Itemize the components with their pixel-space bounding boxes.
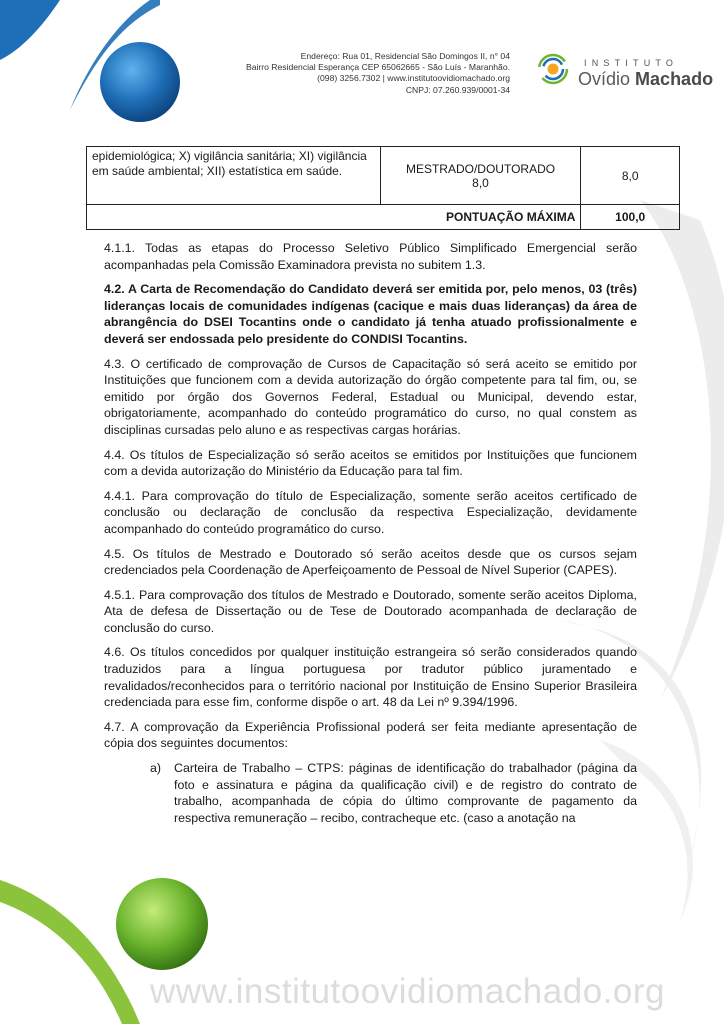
address-line: CNPJ: 07.260.939/0001-34 — [405, 84, 510, 95]
list-item — [150, 760, 637, 826]
instituto-logo-mark — [539, 55, 567, 83]
header-address — [190, 51, 510, 96]
address-line: Endereço: Rua 01, Residencial São Domingos II, n° 04 — [300, 51, 510, 61]
degree-cell — [380, 147, 581, 205]
blue-sphere — [100, 42, 180, 122]
list-item-text: Carteira de Trabalho – CTPS: páginas de identificação do trabalhador (página da foto e assinatura e página da qualificação civil) e de registro do contrato de trabalho, acompanhada de cópia do último comprovante de pagamento da respectiva remuneração – recibo, contracheque etc. (caso a anotação na — [174, 761, 637, 825]
total-label-cell: PONTUAÇÃO MÁXIMA — [87, 205, 581, 230]
paragraph-4-2: 4.2. A Carta de Recomendação do Candidato deverá ser emitida por, pelo menos, 03 (três) lideranças locais de comunidades indígenas (cacique e mais duas lideranças) da área de abrangência do DSEI Tocantins onde o candidato já tenha atuado profissionalmente e deverá ser endossada pelo presidente do CONDISI Tocantins. — [104, 282, 637, 346]
paragraph-4-4-1: 4.4.1. Para comprovação do título de Especialização, somente serão aceitos certificado de conclusão ou declaração de conclusão da respectiva Especialização, devidamente acompanhado do conteúdo programático do curso. — [104, 488, 637, 536]
degree-label: MESTRADO/DOUTORADO — [405, 161, 556, 176]
green-swoosh-shape — [0, 880, 140, 1024]
list-marker: a) — [150, 761, 162, 776]
score-table — [86, 146, 680, 230]
paragraph-4-3: 4.3. O certificado de comprovação de Cursos de Capacitação só será aceito se emitido por Instituições que funcionem com a devida autorização do órgão competente para tal fim, ou, se emitido por órgão dos Governos Federal, Estadual ou Municipal, devendo estar, obrigatoriamente, acompanhado do conteúdo programático do curso, no qual constem as disciplinas cursadas pelo aluno e as respectivas cargas horárias. — [104, 356, 637, 437]
degree-points: 8,0 — [472, 175, 489, 190]
paragraph-4-5-1: 4.5.1. Para comprovação dos títulos de Mestrado e Doutorado, somente serão aceitos Diploma, Ata de defesa de Dissertação ou de Tese de Doutorado acompanhada de declaração de conclusão do curso. — [104, 587, 637, 635]
table-row — [87, 147, 680, 205]
paragraph-4-4: 4.4. Os títulos de Especialização só serão aceitos se emitidos por Instituições que funcionem com a devida autorização do Ministério da Educação para tal fim. — [104, 447, 637, 479]
paragraph-4-6: 4.6. Os títulos concedidos por qualquer instituição estrangeira só serão considerados quando traduzidos para a língua portuguesa por tradutor público juramentado e revalidados/reconhecidos para o território nacional por Instituição de Ensino Superior Brasileira credenciada para esse fim, conforme dispõe o art. 48 da Lei nº 9.394/1996. — [104, 645, 637, 710]
footer-watermark-url: www.institutoovidiomachado.org — [150, 972, 665, 1011]
table-total-row — [87, 205, 680, 230]
score-cell: 8,0 — [581, 147, 680, 205]
green-sphere — [116, 878, 208, 970]
total-value-cell: 100,0 — [581, 205, 680, 230]
criteria-description-cell: epidemiológica; X) vigilância sanitária; XI) vigilância em saúde ambiental; XII) estatística em saúde. — [87, 147, 381, 205]
paragraph-4-7: 4.7. A comprovação da Experiência Profissional poderá ser feita mediante apresentação de cópia dos seguintes documentos: — [104, 719, 637, 751]
logo-name — [578, 69, 713, 90]
paragraph-4-5: 4.5. Os títulos de Mestrado e Doutorado só serão aceitos desde que os cursos sejam credenciados pela Coordenação de Aperfeiçoamento de Pessoal de Nível Superior (CAPES). — [104, 546, 637, 578]
document-body — [104, 240, 637, 826]
logo-instituto-text: INSTITUTO — [584, 58, 679, 68]
address-line: (098) 3256.7302 | www.institutoovidiomachado.org — [317, 73, 510, 84]
logo-name-light: Ovídio — [578, 69, 631, 89]
address-line: Bairro Residencial Esperança CEP 65062665 - São Luís - Maranhão. — [245, 62, 510, 73]
paragraph-4-1-1: 4.1.1. Todas as etapas do Processo Seletivo Público Simplificado Emergencial serão acompanhadas pela Comissão Examinadora prevista no subitem 1.3. — [104, 241, 637, 272]
logo-name-bold: Machado — [635, 69, 714, 89]
